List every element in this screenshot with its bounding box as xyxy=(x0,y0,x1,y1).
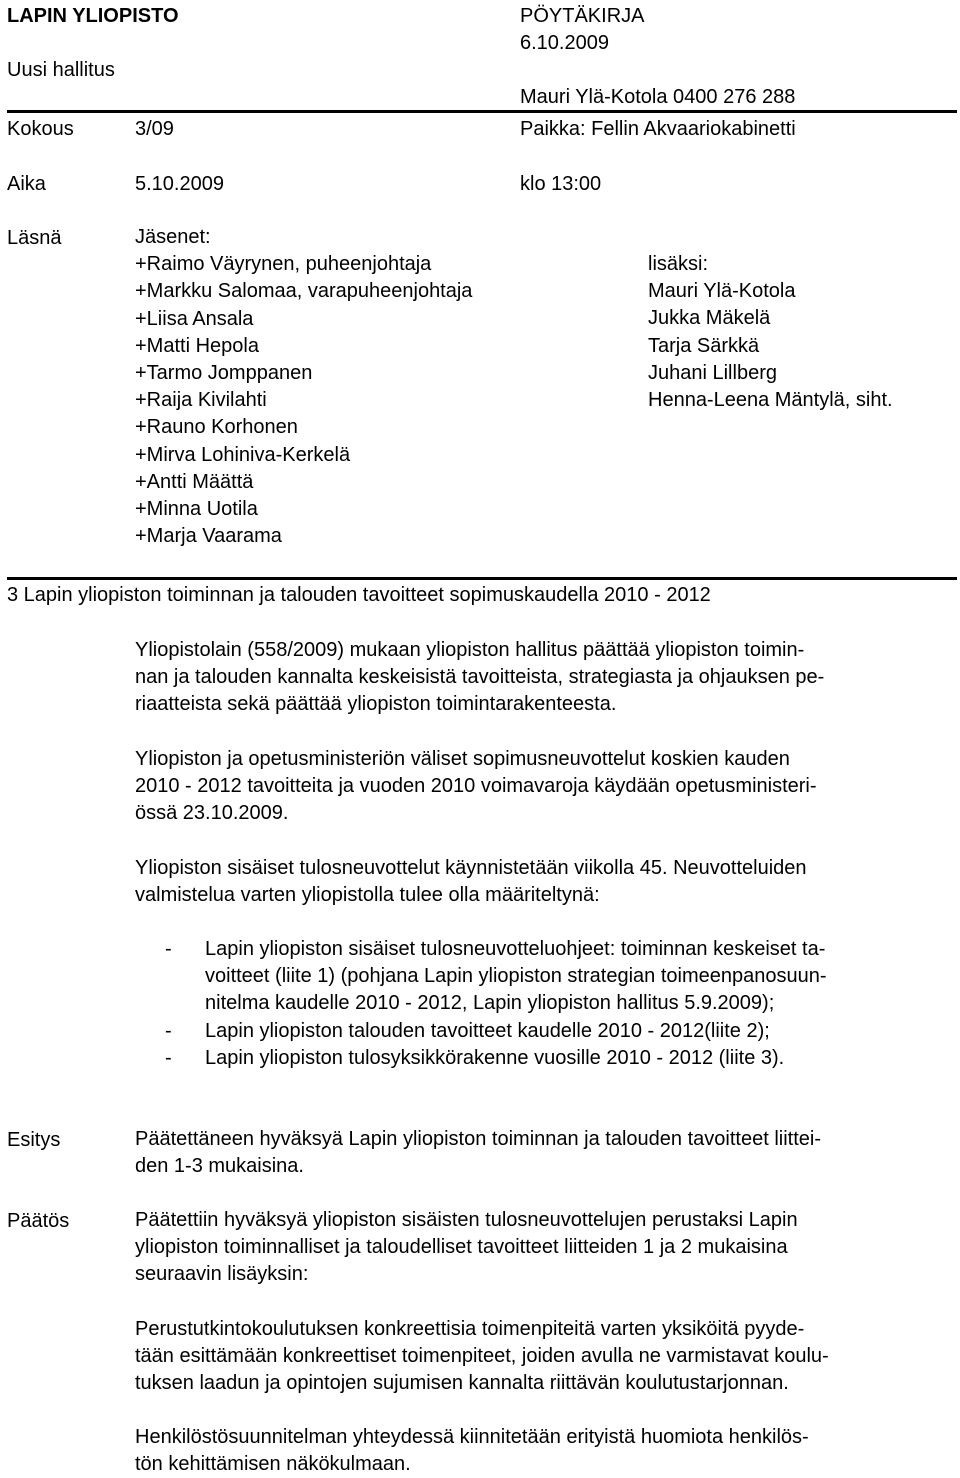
meeting-time: klo 13:00 xyxy=(520,173,602,195)
text-line: Yliopiston sisäiset tulosneuvottelut käynnistetään viikolla 45. Neuvotteluiden xyxy=(135,857,807,879)
text-line: nitelma kaudelle 2010 - 2012, Lapin yliopiston hallitus 5.9.2009); xyxy=(205,992,775,1015)
governing-body: Uusi hallitus xyxy=(7,59,115,81)
dash-marker: - xyxy=(165,938,172,960)
text-line: tuksen laadun ja opintojen sujumisen kannalta riittävän koulutustarjonnan. xyxy=(135,1372,789,1395)
member: +Liisa Ansala xyxy=(135,307,254,330)
member: +Raija Kivilahti xyxy=(135,389,267,412)
text-line: nan ja talouden kannalta keskeisistä tavoitteista, strategiasta ja ohjauksen pe- xyxy=(135,666,825,689)
text-line: Lapin yliopiston sisäiset tulosneuvotteluohjeet: toiminnan keskeiset ta- xyxy=(205,938,826,960)
text-line: seuraavin lisäyksin: xyxy=(135,1263,309,1286)
item-title: 3 Lapin yliopiston toiminnan ja talouden tavoitteet sopimuskaudella 2010 - 2012 xyxy=(7,584,711,606)
list-item xyxy=(165,1018,945,1045)
doc-type: PÖYTÄKIRJA xyxy=(520,5,645,27)
addition-1 xyxy=(135,1316,945,1398)
others-heading: lisäksi: xyxy=(648,253,709,275)
list-item xyxy=(165,936,945,1018)
text-line: den 1-3 mukaisina. xyxy=(135,1155,304,1178)
proposal-label: Esitys xyxy=(7,1129,61,1151)
other-attendee: Henna-Leena Mäntylä, siht. xyxy=(648,389,893,412)
list-item xyxy=(165,1045,945,1072)
member: +Marja Vaarama xyxy=(135,525,282,548)
text-line: össä 23.10.2009. xyxy=(135,802,289,825)
text-line: Yliopiston ja opetusministeriön väliset sopimusneuvottelut koskien kauden xyxy=(135,748,790,770)
other-attendee: Jukka Mäkelä xyxy=(648,307,771,330)
member: +Tarmo Jomppanen xyxy=(135,362,313,385)
time-label: Aika xyxy=(7,173,46,195)
members-heading: Jäsenet: xyxy=(135,226,211,248)
text-line: Yliopistolain (558/2009) mukaan yliopiston hallitus päättää yliopiston toimin- xyxy=(135,639,805,661)
header-rule xyxy=(7,110,957,113)
member: +Mirva Lohiniva-Kerkelä xyxy=(135,443,351,466)
decision-label: Päätös xyxy=(7,1210,70,1232)
org-name: LAPIN YLIOPISTO xyxy=(7,5,179,27)
text-line: Perustutkintokoulutuksen konkreettisia toimenpiteitä varten yksiköitä pyyde- xyxy=(135,1318,805,1340)
other-attendee: Mauri Ylä-Kotola xyxy=(648,280,796,303)
member: +Raimo Väyrynen, puheenjohtaja xyxy=(135,253,432,276)
dash-marker: - xyxy=(165,1019,172,1042)
decision-text xyxy=(135,1207,945,1289)
meeting-date: 5.10.2009 xyxy=(135,173,224,195)
contact-person: Mauri Ylä-Kotola 0400 276 288 xyxy=(520,86,796,108)
text-line: tön kehittämisen näkökulmaan. xyxy=(135,1453,411,1476)
proposal-text xyxy=(135,1126,945,1180)
dash-marker: - xyxy=(165,1046,172,1069)
text-line: Päätettäneen hyväksyä Lapin yliopiston toiminnan ja talouden tavoitteet liittei- xyxy=(135,1128,821,1150)
member: +Markku Salomaa, varapuheenjohtaja xyxy=(135,280,473,303)
members-list xyxy=(135,224,472,550)
meeting-place: Paikka: Fellin Akvaariokabinetti xyxy=(520,118,796,140)
text-line: Lapin yliopiston talouden tavoitteet kaudelle 2010 - 2012(liite 2); xyxy=(205,1019,770,1042)
member: +Antti Määttä xyxy=(135,470,254,493)
other-attendee: Juhani Lillberg xyxy=(648,361,777,384)
text-line: Päätettiin hyväksyä yliopiston sisäisten tulosneuvottelujen perustaksi Lapin xyxy=(135,1209,798,1231)
text-line: Lapin yliopiston tulosyksikkörakenne vuosille 2010 - 2012 (liite 3). xyxy=(205,1046,785,1069)
member: +Minna Uotila xyxy=(135,498,258,521)
text-line: voitteet (liite 1) (pohjana Lapin yliopiston strategian toimeenpanosuun- xyxy=(205,965,827,988)
text-line: valmistelua varten yliopistolla tulee olla määriteltynä: xyxy=(135,884,600,907)
text-line: Henkilöstösuunnitelman yhteydessä kiinnitetään erityistä huomiota henkilös- xyxy=(135,1426,809,1448)
member: +Rauno Korhonen xyxy=(135,416,298,439)
meeting-number: 3/09 xyxy=(135,118,174,140)
addition-2 xyxy=(135,1424,945,1478)
attendance-label: Läsnä xyxy=(7,227,62,249)
paragraph-1 xyxy=(135,637,945,719)
text-line: 2010 - 2012 tavoitteita ja vuoden 2010 voimavaroja käydään opetusministeri- xyxy=(135,775,817,798)
others-list xyxy=(648,251,893,414)
paragraph-2 xyxy=(135,746,945,828)
paragraph-3 xyxy=(135,855,945,909)
item-rule xyxy=(7,577,957,580)
text-line: yliopiston toiminnalliset ja taloudelliset tavoitteet liitteiden 1 ja 2 mukaisina xyxy=(135,1236,788,1259)
doc-date: 6.10.2009 xyxy=(520,32,609,54)
bullet-list xyxy=(165,936,945,1072)
text-line: riaatteista sekä päättää yliopiston toimintarakenteesta. xyxy=(135,693,617,716)
text-line: tään esittämään konkreettiset toimenpiteet, joiden avulla ne varmistavat koulu- xyxy=(135,1345,829,1368)
other-attendee: Tarja Särkkä xyxy=(648,334,760,357)
member: +Matti Hepola xyxy=(135,334,259,357)
meeting-label: Kokous xyxy=(7,118,74,140)
